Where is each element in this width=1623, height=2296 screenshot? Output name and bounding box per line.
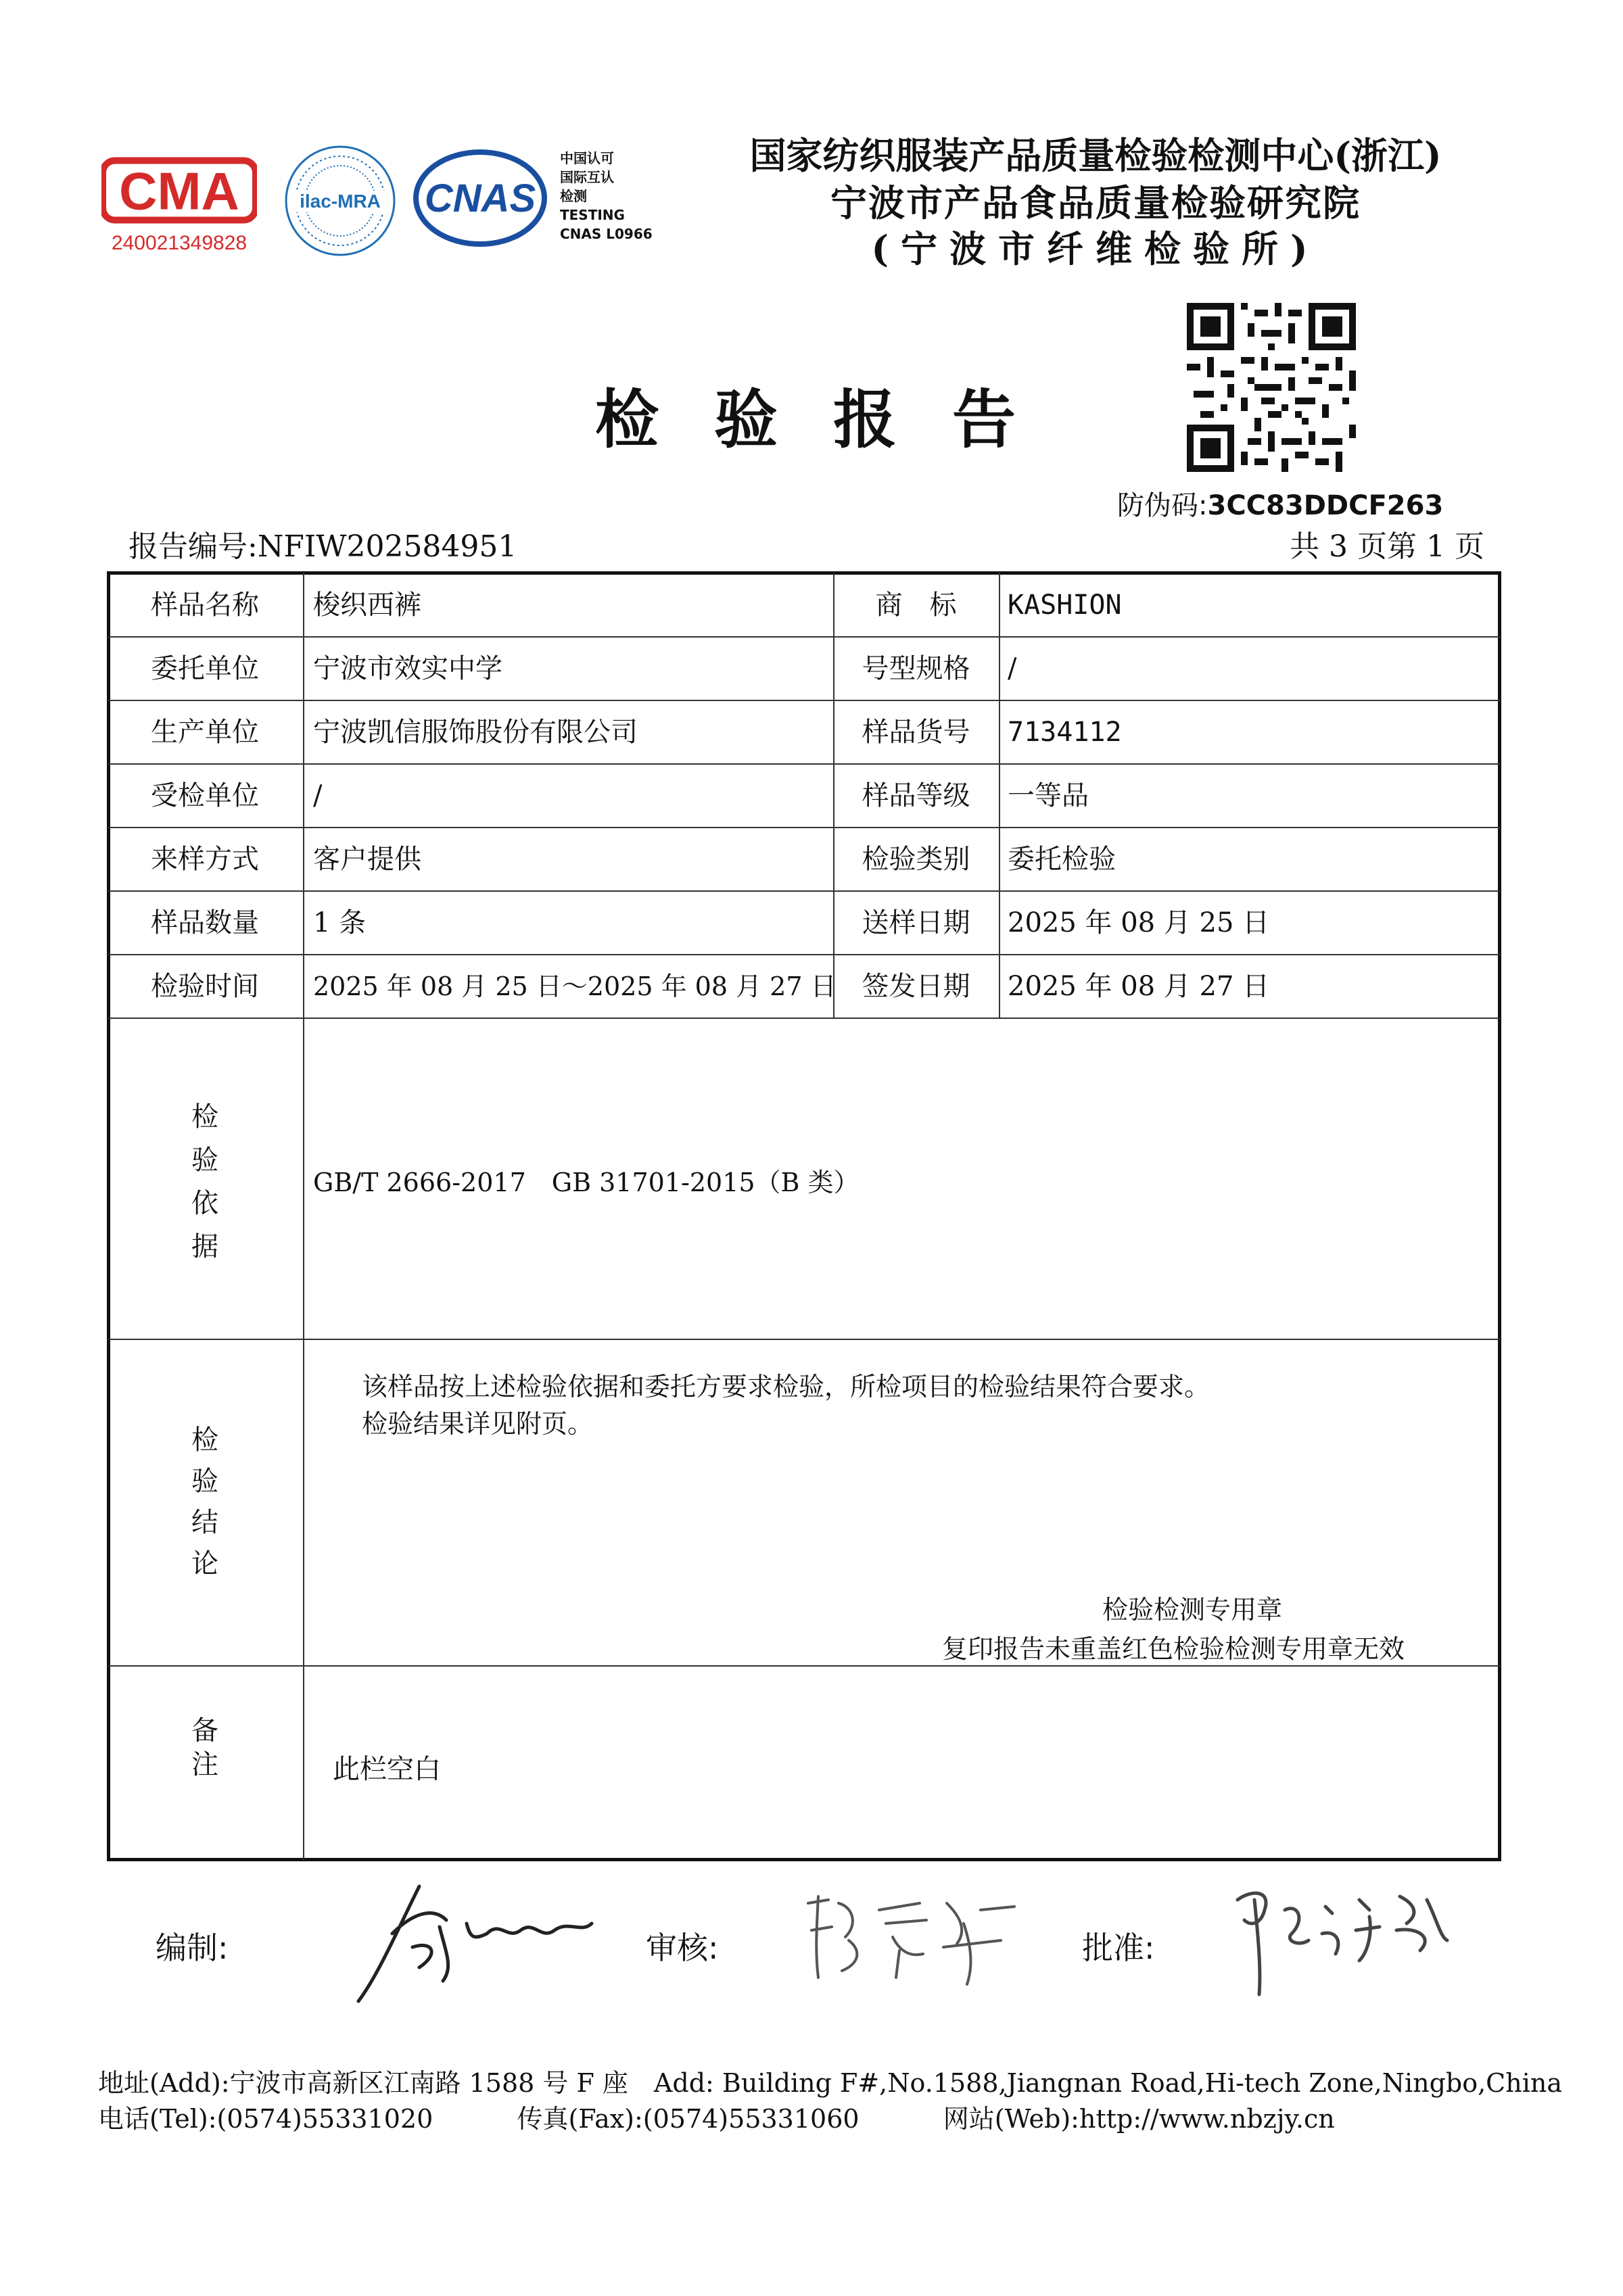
remark-label-char: 注 (191, 1749, 218, 1780)
report-title: 检验报告 (595, 383, 1072, 457)
label-inspection-type: 检验类别 (862, 844, 970, 875)
footer-address: 地址(Add):宁波市高新区江南路 1588 号 F 座 Add: Building F#,No.1588,Jiangnan Road,Hi-tech Zone,Ningbo,China (98, 2068, 1563, 2098)
value-sampling-method: 客户提供 (313, 844, 421, 875)
approver-signature (1224, 1873, 1467, 2001)
value-client: 宁波市效实中学 (313, 653, 502, 684)
org-name-line2: 宁波市产品食品质量检验研究院 (830, 181, 1361, 224)
label-model-spec: 号型规格 (862, 653, 970, 684)
row-divider (108, 1665, 1500, 1667)
remark-label-char: 备 (191, 1715, 218, 1746)
footer-fax: 传真(Fax):(0574)55331060 (517, 2104, 860, 2134)
label-inspected-unit: 受检单位 (151, 780, 259, 811)
value-inspection-type: 委托检验 (1008, 844, 1116, 875)
label-client: 委托单位 (151, 653, 259, 684)
stamp-validity-note: 复印报告未重盖红色检验检测专用章无效 (942, 1634, 1405, 1664)
basis-label-char: 检 (191, 1101, 218, 1132)
cnas-logo (413, 147, 548, 249)
column-divider (999, 573, 1000, 1019)
qr-code[interactable] (1187, 303, 1356, 472)
value-issue-date: 2025 年 08 月 27 日 (1008, 971, 1270, 1002)
cnas-accreditation-text (560, 149, 653, 243)
cma-logo-text: CMA (119, 161, 239, 221)
basis-standards: GB/T 2666-2017 GB 31701-2015（B 类） (313, 1168, 860, 1197)
conclusion-line1: 该样品按上述检验依据和委托方要求检验，所检项目的检验结果符合要求。 (362, 1372, 1210, 1402)
value-manufacturer: 宁波凯信服饰股份有限公司 (313, 717, 638, 748)
footer-tel: 电话(Tel):(0574)55331020 (98, 2104, 433, 2134)
label-issue-date: 签发日期 (862, 971, 970, 1002)
value-inspected-unit: / (313, 780, 323, 811)
value-model-spec: / (1008, 653, 1017, 684)
remark-label (107, 1714, 303, 1781)
label-inspection-period: 检验时间 (151, 971, 259, 1002)
conclusion-label-char: 验 (191, 1466, 218, 1497)
value-sample-grade: 一等品 (1008, 780, 1089, 811)
basis-label-char: 据 (191, 1231, 218, 1262)
remark-text: 此栏空白 (333, 1754, 441, 1785)
anti-counterfeit-code: 3CC83DDCF263 (1207, 490, 1444, 521)
reviewed-by-label: 审核: (646, 1930, 719, 1966)
label-sample-quantity: 样品数量 (151, 907, 259, 938)
conclusion-label-char: 论 (191, 1548, 218, 1579)
conclusion-label-char: 检 (191, 1425, 218, 1456)
basis-label-char: 依 (191, 1188, 218, 1219)
cnas-line: CNAS L0966 (560, 226, 653, 242)
row-divider (108, 1339, 1500, 1340)
ilac-mra-logo (283, 143, 398, 258)
page-info: 共 3 页第 1 页 (1290, 529, 1484, 564)
compiler-signature (352, 1873, 595, 2008)
anti-counterfeit-label: 防伪码: (1117, 490, 1208, 521)
conclusion-label (107, 1420, 303, 1585)
label-sample-grade: 样品等级 (862, 780, 970, 811)
value-sample-quantity: 1 条 (313, 907, 367, 938)
label-sampling-method: 来样方式 (151, 844, 259, 875)
anti-counterfeit (1117, 484, 1443, 523)
value-trademark: KASHION (1008, 590, 1122, 621)
cnas-line: 国际互认 (560, 169, 614, 185)
label-delivery-date: 送样日期 (862, 907, 970, 938)
ilac-logo-text: ilac-MRA (300, 191, 381, 212)
value-sample-name: 梭织西裤 (313, 590, 421, 621)
footer-website-link[interactable]: 网站(Web):http://www.nbzjy.cn (943, 2104, 1335, 2134)
column-divider (303, 573, 304, 1860)
cnas-logo-text: CNAS (424, 176, 536, 220)
label-sample-name: 样品名称 (151, 590, 259, 621)
basis-label-char: 验 (191, 1145, 218, 1176)
stamp-caption: 检验检测专用章 (1102, 1595, 1283, 1625)
conclusion-label-char: 结 (191, 1507, 218, 1538)
value-item-number: 7134112 (1008, 717, 1122, 748)
label-trademark: 商 标 (875, 590, 957, 621)
basis-label (107, 1095, 303, 1268)
cma-number: 240021349828 (111, 232, 248, 254)
value-delivery-date: 2025 年 08 月 25 日 (1008, 907, 1270, 938)
value-inspection-period: 2025 年 08 月 25 日～2025 年 08 月 27 日 (313, 972, 837, 1001)
label-item-number: 样品货号 (862, 717, 970, 748)
compiled-by-label: 编制: (156, 1930, 229, 1966)
cnas-line: TESTING (560, 207, 625, 223)
report-number: 报告编号:NFIW202584951 (128, 529, 517, 564)
cnas-line: 检测 (560, 188, 587, 204)
footer-contacts (98, 2098, 1335, 2135)
reviewer-signature (798, 1883, 1028, 1991)
approved-by-label: 批准: (1082, 1930, 1155, 1966)
cnas-line: 中国认可 (560, 150, 614, 166)
org-name-line3: (宁波市纤维检验所) (871, 227, 1320, 270)
org-name-line1: 国家纺织服装产品质量检验检测中心(浙江) (749, 134, 1442, 177)
conclusion-line2: 检验结果详见附页。 (362, 1409, 594, 1439)
label-manufacturer: 生产单位 (151, 717, 259, 748)
